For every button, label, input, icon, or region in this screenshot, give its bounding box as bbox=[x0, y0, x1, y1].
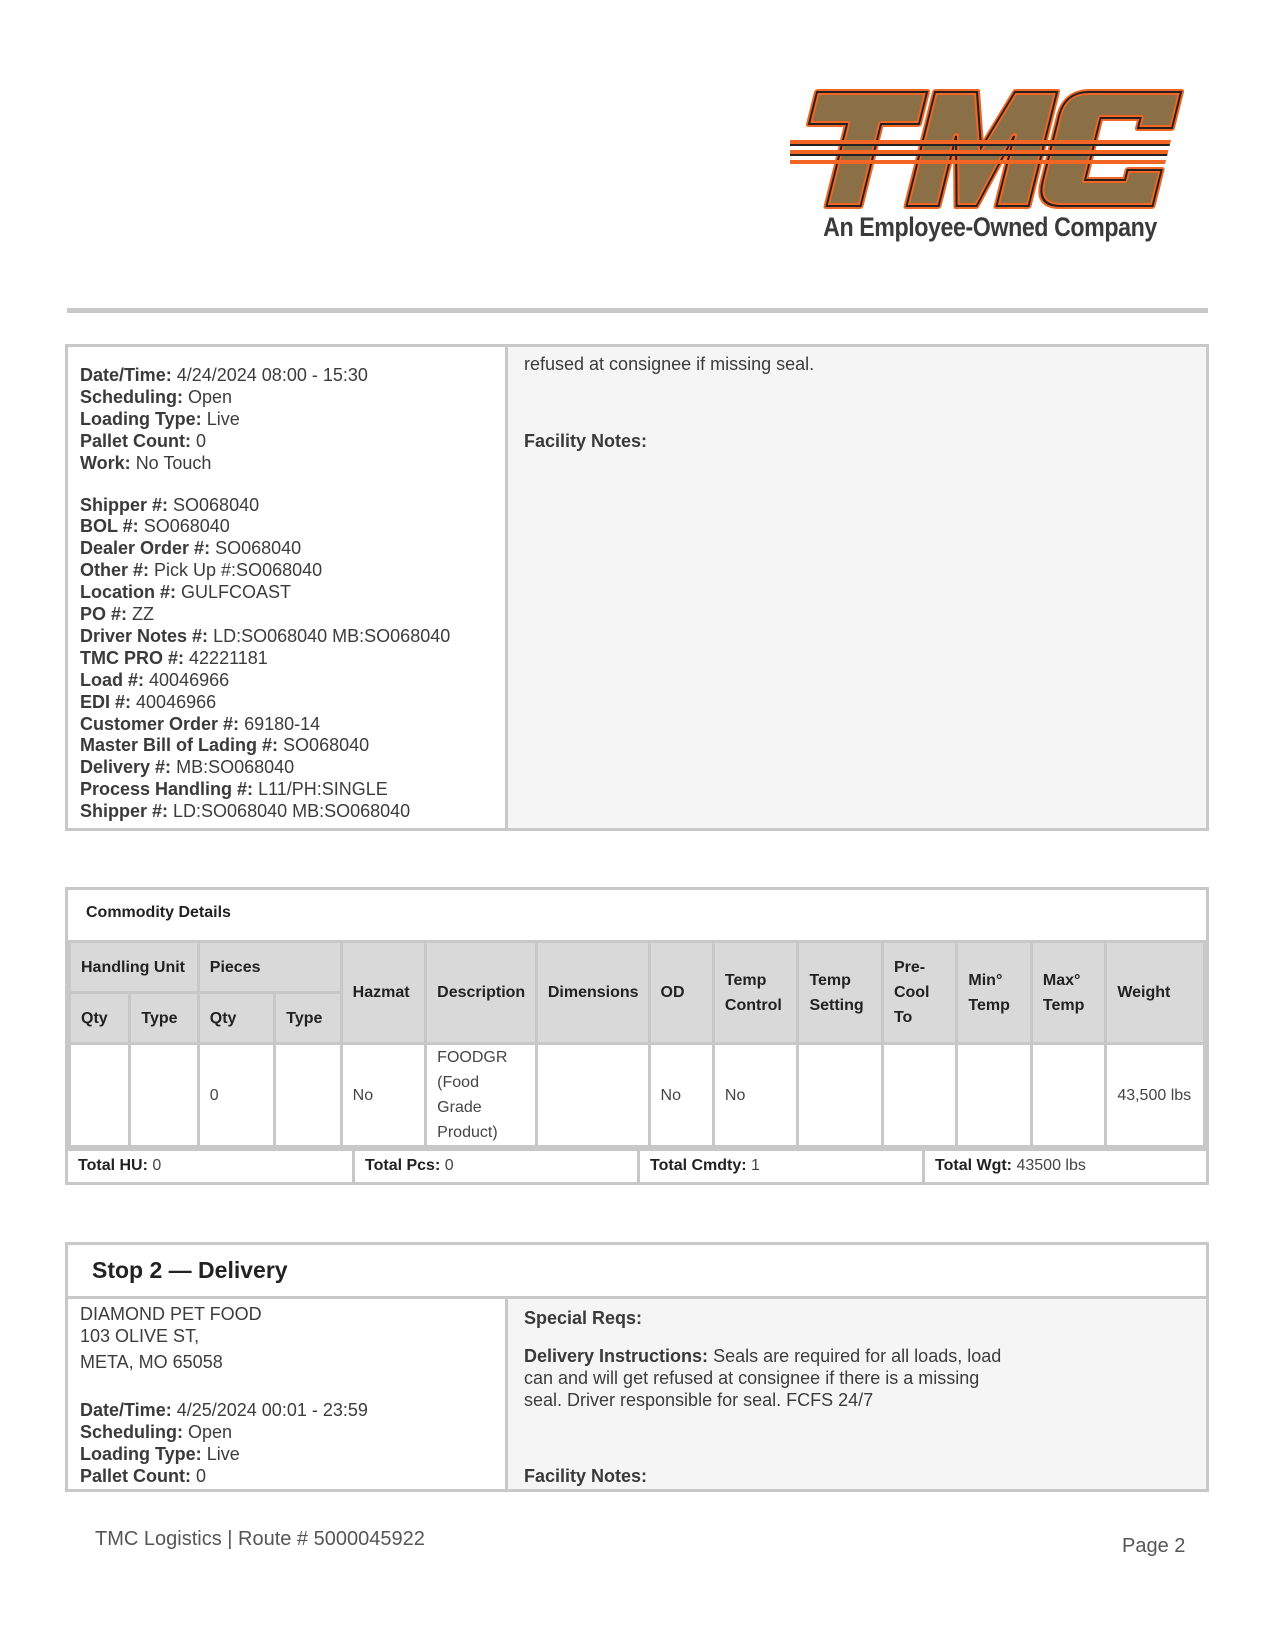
field-label: Process Handling #: bbox=[80, 779, 254, 800]
total-pcs bbox=[355, 1151, 639, 1185]
hu-type-header: Type bbox=[130, 993, 198, 1044]
temp-control-header: Temp Control bbox=[713, 942, 798, 1044]
pieces-type-cell bbox=[275, 1044, 341, 1147]
stop2-datetime: Date/Time: 4/25/2024 00:01 - 23:59 bbox=[80, 1400, 368, 1420]
stop1-left-column bbox=[68, 347, 508, 828]
stop2-facility-notes-label: Facility Notes: bbox=[524, 1466, 648, 1486]
total-pcs-label: Total Pcs: bbox=[365, 1157, 441, 1174]
special-reqs-label: Special Reqs: bbox=[524, 1308, 643, 1328]
total-wgt-value: 43500 lbs bbox=[1016, 1157, 1086, 1174]
field-value: SO068040 bbox=[215, 538, 302, 559]
delivery-instructions-label: Delivery Instructions: bbox=[524, 1346, 709, 1366]
field-label: Customer Order #: bbox=[80, 713, 240, 734]
field-value: ZZ bbox=[132, 604, 155, 624]
facility-notes-label: Facility Notes: bbox=[524, 431, 648, 451]
field-label: TMC PRO #: bbox=[80, 647, 185, 668]
total-cmdty-label: Total Cmdty: bbox=[650, 1157, 747, 1174]
commodity-details-panel bbox=[65, 887, 1209, 1185]
temp-setting-cell bbox=[798, 1044, 883, 1147]
field-label: Shipper #: bbox=[80, 801, 169, 822]
od-header: OD bbox=[649, 942, 713, 1044]
field-value: L11/PH:SINGLE bbox=[258, 779, 388, 800]
table-row bbox=[70, 1044, 1205, 1147]
stop1-notes-column bbox=[508, 347, 1206, 828]
field-value: 69180-14 bbox=[244, 713, 321, 734]
field-value: 40046966 bbox=[136, 691, 217, 712]
field-value: 4/24/2024 08:00 - 15:30 bbox=[176, 365, 368, 385]
description-header: Description bbox=[426, 942, 537, 1044]
stop2-title: Stop 2 — Delivery bbox=[92, 1257, 288, 1283]
min-temp-cell bbox=[957, 1044, 1031, 1147]
field-label: Date/Time: bbox=[80, 365, 172, 385]
max-temp-header: Max° Temp bbox=[1031, 942, 1105, 1044]
field-label: Location #: bbox=[80, 582, 177, 603]
field-value: SO068040 bbox=[143, 516, 230, 537]
stop1-field bbox=[80, 625, 450, 647]
pieces-header: Pieces bbox=[198, 942, 341, 993]
logo-tagline: An Employee-Owned Company bbox=[823, 212, 1157, 242]
temp-control-cell: No bbox=[713, 1044, 798, 1147]
total-hu bbox=[68, 1151, 352, 1185]
page-number: Page 2 bbox=[1122, 1535, 1186, 1557]
field-value: Open bbox=[188, 386, 233, 407]
delivery-instructions-line-3: seal. Driver responsible for seal. FCFS 24/7 bbox=[524, 1390, 874, 1410]
stop1-field bbox=[80, 800, 410, 822]
delivery-instructions-line-2: can and will get refused at consignee if there is a missing bbox=[524, 1368, 980, 1388]
field-label: Driver Notes #: bbox=[80, 625, 209, 646]
hu-type-cell bbox=[130, 1044, 198, 1147]
field-label: Other #: bbox=[80, 560, 150, 581]
total-wgt bbox=[925, 1151, 1206, 1185]
field-value: No Touch bbox=[135, 452, 212, 473]
hu-qty-header: Qty bbox=[70, 993, 130, 1044]
field-value: LD:SO068040 MB:SO068040 bbox=[213, 625, 451, 646]
consignee-street: 103 OLIVE ST, bbox=[80, 1326, 200, 1346]
pieces-type-header: Type bbox=[275, 993, 341, 1044]
field-label: Master Bill of Lading #: bbox=[80, 735, 279, 756]
delivery-instructions bbox=[524, 1345, 1001, 1411]
stop1-field bbox=[80, 559, 322, 581]
total-hu-value: 0 bbox=[152, 1157, 162, 1174]
consignee-city: META, MO 65058 bbox=[80, 1352, 223, 1372]
stop1-field bbox=[80, 430, 206, 452]
commodity-table bbox=[68, 940, 1206, 1148]
stop1-field bbox=[80, 537, 301, 559]
stop2-loading-type: Loading Type: Live bbox=[80, 1444, 240, 1464]
stop1-field bbox=[80, 713, 320, 735]
max-temp-cell bbox=[1031, 1044, 1105, 1147]
field-value: MB:SO068040 bbox=[176, 757, 295, 778]
commodity-title: Commodity Details bbox=[86, 904, 231, 921]
hu-qty-cell bbox=[70, 1044, 130, 1147]
stop1-field bbox=[80, 691, 216, 713]
field-value: SO068040 bbox=[173, 494, 260, 515]
stop1-field bbox=[80, 647, 268, 669]
min-temp-header: Min° Temp bbox=[957, 942, 1031, 1044]
stop1-field bbox=[80, 669, 229, 691]
delivery-instructions-line-1: Seals are required for all loads, load bbox=[713, 1346, 1002, 1366]
total-hu-label: Total HU: bbox=[78, 1157, 148, 1174]
field-label: Pallet Count: bbox=[80, 430, 191, 451]
tmc-logo-graphic bbox=[790, 88, 1190, 213]
stop1-field bbox=[80, 778, 388, 800]
field-label: Shipper #: bbox=[80, 494, 169, 515]
stop2-header bbox=[68, 1245, 1206, 1299]
description-cell: FOODGR (Food Grade Product) bbox=[426, 1044, 537, 1147]
stop1-field bbox=[80, 603, 154, 625]
hazmat-cell: No bbox=[341, 1044, 426, 1147]
field-label: BOL #: bbox=[80, 516, 139, 537]
pieces-qty-cell: 0 bbox=[198, 1044, 274, 1147]
stop2-notes-column bbox=[508, 1299, 1206, 1489]
dimensions-cell bbox=[536, 1044, 649, 1147]
field-label: Dealer Order #: bbox=[80, 538, 211, 559]
stop1-field bbox=[80, 408, 240, 430]
field-value: Pick Up #:SO068040 bbox=[154, 560, 323, 581]
total-cmdty-value: 1 bbox=[751, 1157, 760, 1174]
weight-cell: 43,500 lbs bbox=[1106, 1044, 1205, 1147]
field-value: 42221181 bbox=[189, 647, 268, 668]
stop1-details-panel bbox=[65, 344, 1209, 831]
hazmat-header: Hazmat bbox=[341, 942, 426, 1044]
stop1-field bbox=[80, 494, 259, 516]
footer-route: TMC Logistics | Route # 5000045922 bbox=[95, 1528, 425, 1550]
total-cmdty bbox=[640, 1151, 924, 1185]
pre-cool-header: Pre-Cool To bbox=[882, 942, 956, 1044]
stop2-scheduling: Scheduling: Open bbox=[80, 1422, 233, 1442]
header-divider bbox=[67, 308, 1208, 313]
stop2-pallet-count: Pallet Count: 0 bbox=[80, 1466, 207, 1486]
company-logo bbox=[790, 88, 1190, 258]
handling-unit-header: Handling Unit bbox=[70, 942, 199, 993]
pre-cool-cell bbox=[882, 1044, 956, 1147]
stop1-field bbox=[80, 734, 369, 756]
field-value: 0 bbox=[196, 430, 207, 451]
field-value: GULFCOAST bbox=[181, 582, 292, 603]
field-label: EDI #: bbox=[80, 691, 132, 712]
field-label: PO #: bbox=[80, 604, 128, 624]
dimensions-header: Dimensions bbox=[536, 942, 649, 1044]
instructions-continuation: refused at consignee if missing seal. bbox=[524, 354, 815, 374]
field-label: Delivery #: bbox=[80, 757, 172, 778]
temp-setting-header: Temp Setting bbox=[798, 942, 883, 1044]
total-pcs-value: 0 bbox=[444, 1157, 454, 1174]
pieces-qty-header: Qty bbox=[198, 993, 274, 1044]
field-value: 40046966 bbox=[149, 669, 230, 690]
field-label: Scheduling: bbox=[80, 386, 183, 407]
stop2-left-column bbox=[68, 1299, 508, 1489]
weight-header: Weight bbox=[1106, 942, 1205, 1044]
field-value: Live bbox=[206, 408, 240, 429]
stop1-field bbox=[80, 364, 368, 386]
stop1-field bbox=[80, 515, 230, 537]
stop2-panel bbox=[65, 1242, 1209, 1492]
stop1-field bbox=[80, 386, 232, 408]
field-label: Loading Type: bbox=[80, 408, 202, 429]
field-value: SO068040 bbox=[283, 735, 370, 756]
field-label: Work: bbox=[80, 452, 131, 473]
stop1-field bbox=[80, 756, 294, 778]
field-label: Load #: bbox=[80, 669, 145, 690]
total-wgt-label: Total Wgt: bbox=[935, 1157, 1013, 1174]
stop1-field bbox=[80, 452, 211, 474]
od-cell: No bbox=[649, 1044, 713, 1147]
consignee-name: DIAMOND PET FOOD bbox=[80, 1304, 262, 1324]
stop1-field bbox=[80, 581, 291, 603]
commodity-totals bbox=[68, 1148, 1206, 1185]
field-value: LD:SO068040 MB:SO068040 bbox=[173, 801, 411, 822]
